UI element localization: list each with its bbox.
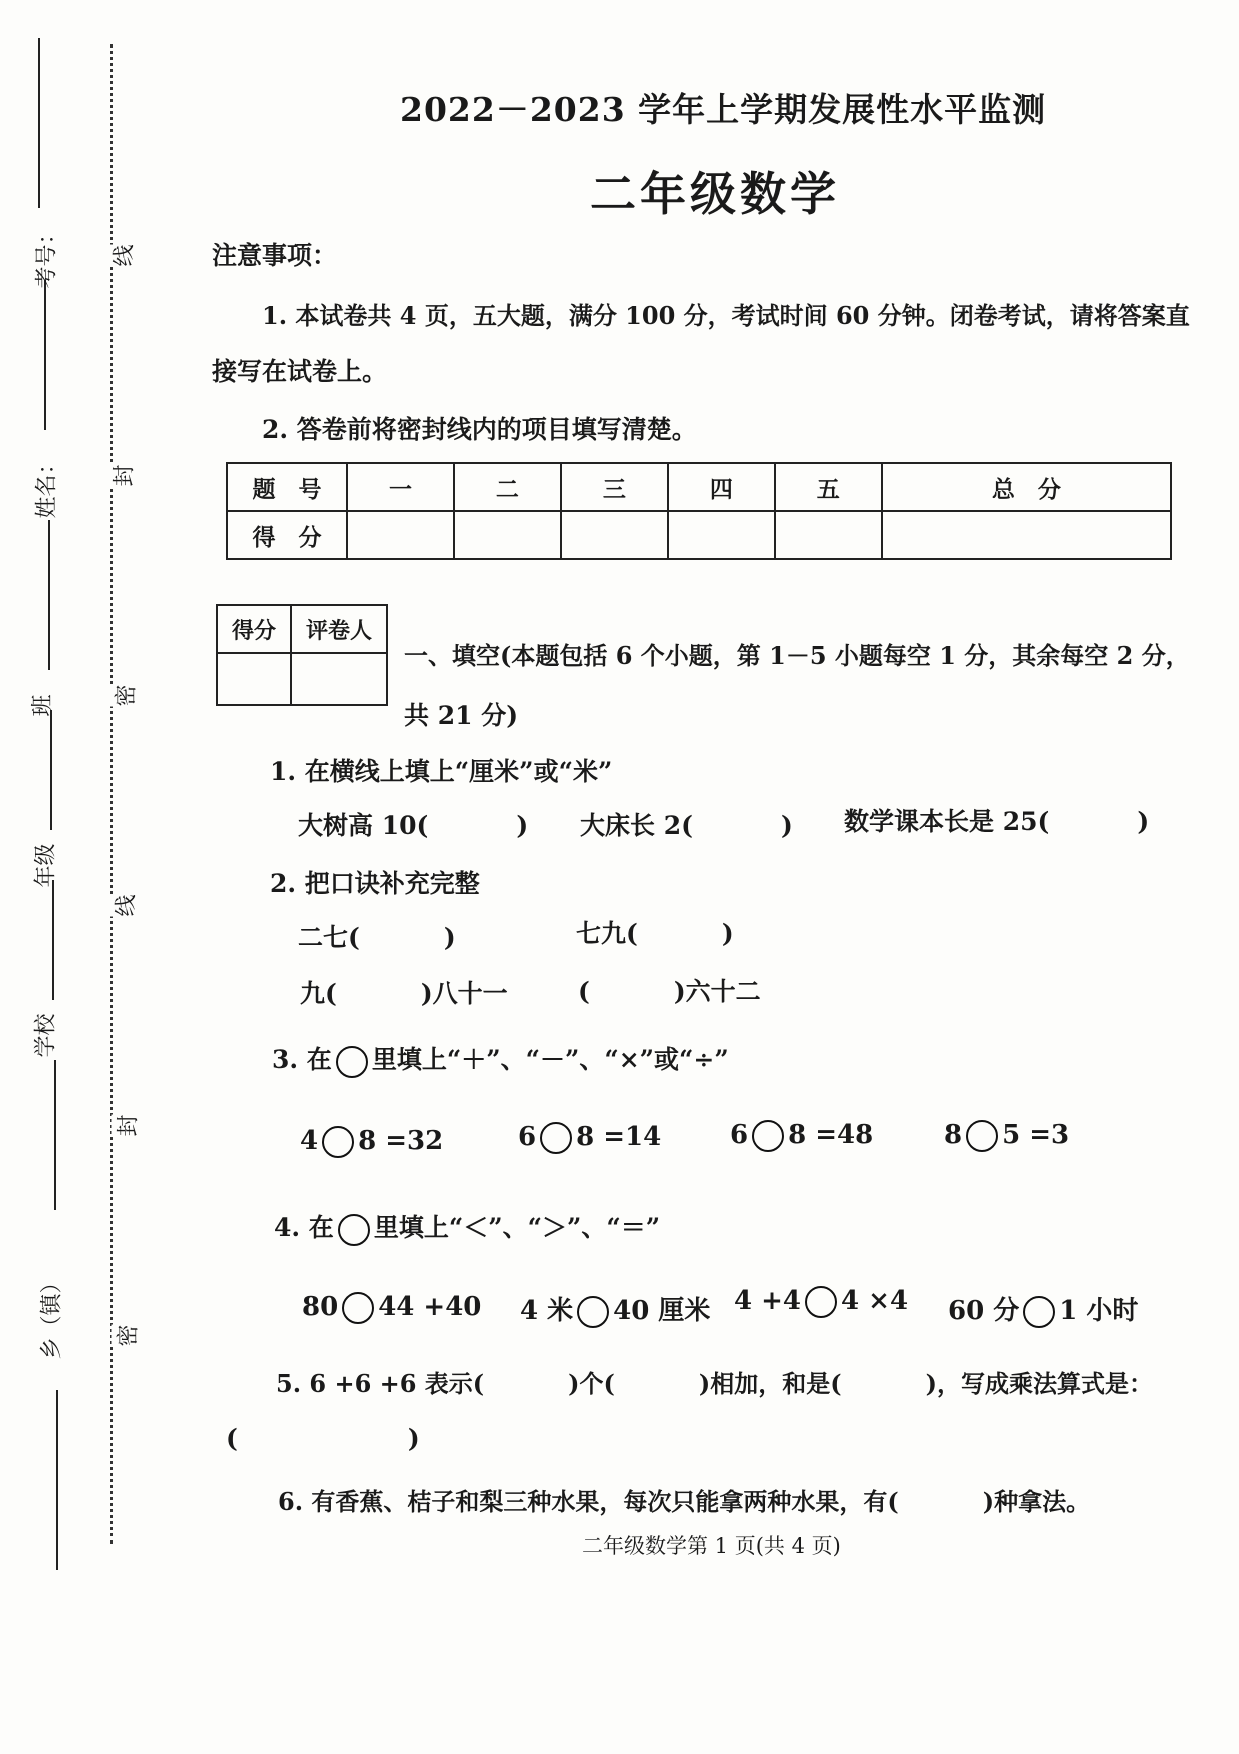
- grader-box-score-label: 得分: [217, 605, 291, 653]
- grader-box-score-cell[interactable]: [217, 653, 291, 705]
- q2-item-2: 七九( ): [576, 919, 734, 948]
- score-cell[interactable]: [347, 511, 454, 559]
- answer-circle[interactable]: [752, 1120, 784, 1152]
- label-class: 班: [30, 694, 56, 717]
- score-table: [226, 462, 1172, 560]
- answer-circle[interactable]: [1023, 1296, 1055, 1328]
- label-township: 乡（镇）: [39, 1271, 65, 1360]
- binding-line-outer-6: [54, 1060, 56, 1210]
- score-table-col-2: 二: [454, 463, 561, 511]
- exam-title: 2022－2023 学年上学期发展性水平监测: [400, 90, 1047, 129]
- q4-comparison-1: 80 44 +40: [302, 1292, 482, 1322]
- notice-item-1-line-1: 1. 本试卷共 4 页，五大题，满分 100 分，考试时间 60 分钟。闭卷考试，请将答案直: [262, 301, 1190, 330]
- q3-equation-2: 6 8 =14: [518, 1122, 662, 1152]
- answer-circle[interactable]: [966, 1120, 998, 1152]
- q1-item-bed: 大床长 2( ): [580, 811, 793, 840]
- seal-dotted-line: [110, 44, 113, 1544]
- answer-circle[interactable]: [805, 1286, 837, 1318]
- answer-circle[interactable]: [322, 1126, 354, 1158]
- q2-prompt: 2. 把口诀补充完整: [270, 869, 480, 898]
- notice-heading: 注意事项：: [212, 241, 338, 270]
- q1-item-book: 数学课本长是 25( ): [844, 807, 1150, 836]
- score-table-header-row: [227, 463, 1171, 511]
- grader-box-grader-cell[interactable]: [291, 653, 387, 705]
- section1-heading-line-2: 共 21 分): [404, 701, 519, 730]
- answer-circle[interactable]: [577, 1296, 609, 1328]
- subject-title: 二年级数学: [590, 167, 840, 221]
- seal-mark-seal-1: 封: [108, 464, 139, 486]
- grader-box-grader-label: 评卷人: [291, 605, 387, 653]
- seal-mark-seal-2: 封: [112, 1114, 143, 1136]
- q4-prompt: 4. 在 里填上“＜”、“＞”、“＝”: [274, 1208, 660, 1246]
- binding-line-outer-4: [50, 710, 52, 830]
- q4-comparison-3: 4 +4 4 ×4: [734, 1286, 909, 1316]
- score-table-col-total: 总 分: [882, 463, 1171, 511]
- seal-mark-secret-1: 密: [110, 684, 141, 706]
- q6: 6. 有香蕉、桔子和梨三种水果，每次只能拿两种水果，有( )种拿法。: [278, 1487, 1091, 1516]
- answer-circle[interactable]: [540, 1122, 572, 1154]
- binding-line-outer-3: [48, 520, 50, 670]
- label-exam-number: 考号：: [34, 222, 60, 289]
- score-table-row1-header: 题 号: [227, 463, 347, 511]
- binding-line-outer-top: [38, 38, 40, 208]
- page-footer: 二年级数学第 1 页(共 4 页): [582, 1534, 841, 1558]
- score-cell[interactable]: [882, 511, 1171, 559]
- binding-line-outer-5: [52, 880, 54, 1000]
- label-name: 姓名：: [34, 452, 60, 519]
- score-table-col-4: 四: [668, 463, 775, 511]
- score-table-col-1: 一: [347, 463, 454, 511]
- label-grade: 年级: [33, 843, 59, 888]
- score-table-score-row: [227, 511, 1171, 559]
- seal-mark-line-2: 线: [110, 894, 141, 916]
- score-cell[interactable]: [668, 511, 775, 559]
- circle-icon: [336, 1046, 368, 1078]
- score-table-row2-header: 得 分: [227, 511, 347, 559]
- binding-line-outer-7: [56, 1390, 58, 1570]
- notice-item-2: 2. 答卷前将密封线内的项目填写清楚。: [262, 415, 697, 444]
- grader-box: [216, 604, 388, 706]
- q1-prompt: 1. 在横线上填上“厘米”或“米”: [270, 757, 613, 786]
- q5-line-2: ( ): [226, 1424, 420, 1453]
- circle-icon: [338, 1214, 370, 1246]
- q3-prompt: 3. 在 里填上“＋”、“－”、“×”或“÷”: [272, 1040, 729, 1078]
- q1-item-tree: 大树高 10( ): [298, 811, 529, 840]
- section1-heading-line-1: 一、填空(本题包括 6 个小题，第 1－5 小题每空 1 分，其余每空 2 分，: [404, 641, 1190, 670]
- notice-item-1-line-2: 接写在试卷上。: [212, 357, 388, 386]
- q3-equation-3: 6 8 =48: [730, 1120, 874, 1150]
- seal-mark-line-1: 线: [108, 244, 139, 266]
- label-school: 学校: [33, 1013, 59, 1058]
- q2-item-1: 二七( ): [298, 923, 456, 952]
- seal-mark-secret-2: 密: [112, 1324, 143, 1346]
- q3-equation-1: 4 8 =32: [300, 1126, 444, 1156]
- q2-item-4: ( )六十二: [578, 977, 761, 1006]
- score-cell[interactable]: [775, 511, 882, 559]
- q4-comparison-2: 4 米 40 厘米: [520, 1296, 711, 1326]
- q5-line-1: 5. 6 +6 +6 表示( )个( )相加，和是( )，写成乘法算式是：: [276, 1369, 1153, 1398]
- score-cell[interactable]: [561, 511, 668, 559]
- score-table-col-3: 三: [561, 463, 668, 511]
- q2-item-3: 九( )八十一: [300, 979, 508, 1008]
- score-table-col-5: 五: [775, 463, 882, 511]
- answer-circle[interactable]: [342, 1292, 374, 1324]
- score-cell[interactable]: [454, 511, 561, 559]
- q4-comparison-4: 60 分 1 小时: [948, 1296, 1139, 1326]
- q3-equation-4: 8 5 =3: [944, 1120, 1070, 1150]
- binding-line-outer-2: [44, 280, 46, 430]
